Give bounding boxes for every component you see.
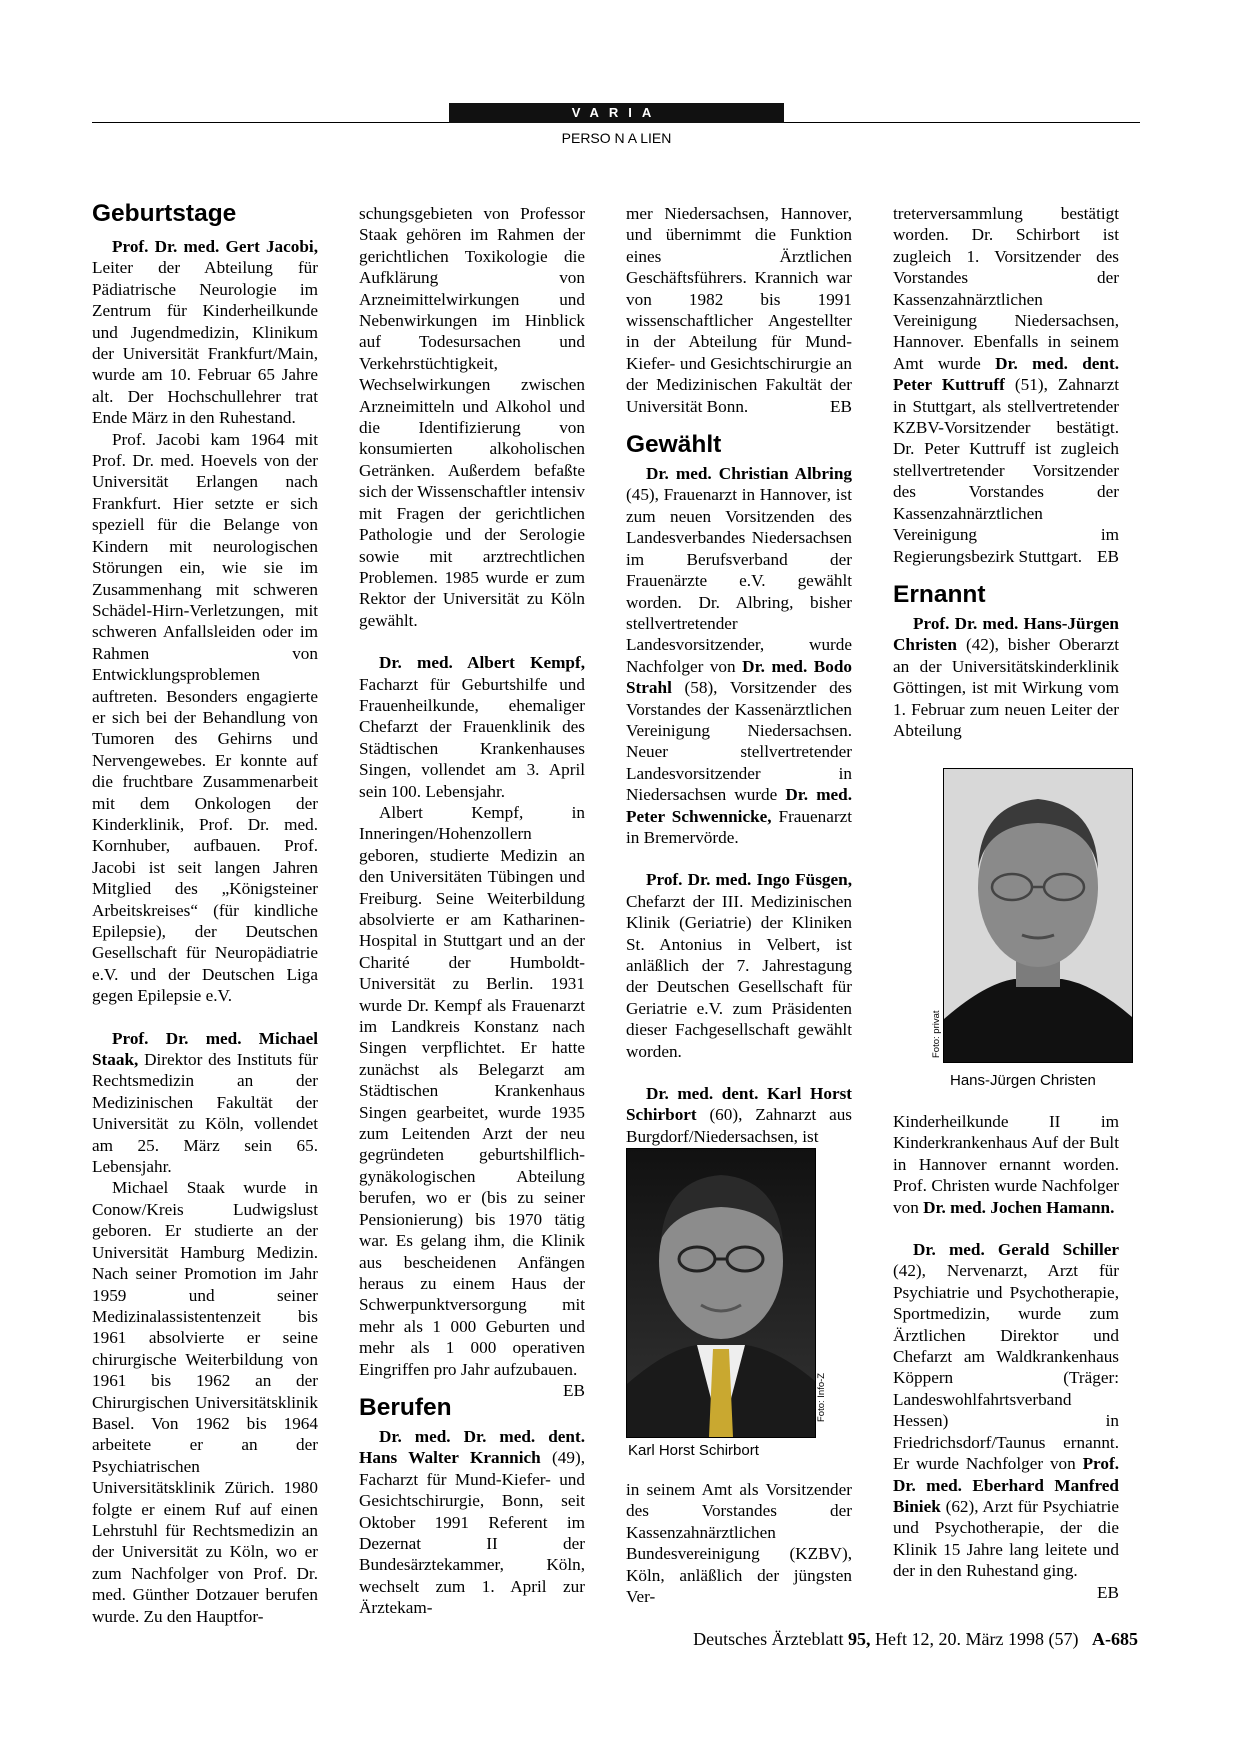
person-name: Dr. med. Peter Schwennicke, [626,785,852,826]
portrait-image [627,1149,815,1437]
page-footer [560,1629,1138,1650]
author-initials: EB [1097,1582,1119,1602]
paragraph: Kinderheilkunde II im Kinderkrankenhaus Auf der Bult in Hannover ernannt worden. Prof. Christen wurde Nachfolger von Dr. med. Jochen Hamann. [893,1112,1119,1217]
author-initials: EB [830,396,852,416]
paragraph: treterversammlung bestätigt worden. Dr. Schirbort ist zugleich 1. Vorsitzender des Vorstandes der Kassenzahnärztlichen Vereinigung Niedersachsen, Hannover. Ebenfalls in seinem Amt wurde Dr. med. dent. Peter Kuttruff (51), Zahnarzt in Stuttgart, als stellvertretender KZBV-Vorsitzender bestätigt. Dr. Peter Kuttruff ist zugleich stellvertretender Vorsitzender des Vorstandes der Kassenzahnärztlichen Vereinigung im Regierungsbezirk Stuttgart. EB [893,204,1119,566]
person-name: Dr. med. Dr. med. dent. Hans Walter Krannich [359,1426,585,1468]
photo-caption: Hans-Jürgen Christen [950,1072,1096,1089]
heading-geburtstage: Geburtstage [92,200,237,227]
subsection-label: PERSO N A LIEN [561,130,672,146]
paragraph: mer Niedersachsen, Hannover, und übernimmt die Funktion eines Ärztlichen Geschäftsführers. Krannich war von 1982 bis 1991 wissenschaftlicher Angestellter in der Abteilung für Mund-Kiefer- und Gesichtschirurgie an der Medizinischen Fakultät der Universität Bonn. EB [626,204,852,416]
column-4-continued [893,1111,1119,1603]
section-banner: VARIA [449,103,784,123]
entry-albring: Dr. med. Christian Albring (45), Frauenarzt in Hannover, ist zum neuen Vorsitzenden des Landesverbandes Niedersachsen im Berufsverband der Frauenärzte e.V. gewählt worden. Dr. Albring, bisher stellvertretender Landesvorsitzender, wurde Nachfolger von Dr. med. Bodo Strahl (58), Vorsitzender des Vorstandes der Kassenärztlichen Vereinigung Niedersachsen. Neuer stellvertretender Landesvorsitzender in Niedersachsen wurde Dr. med. Peter Schwennicke, Frauenarzt in Bremervörde. [626,464,853,847]
entry-krannich: Dr. med. Dr. med. dent. Hans Walter Krannich (49), Facharzt für Mund-Kiefer- und Gesichtschirurgie, Bonn, seit Oktober 1991 Referent im Dezernat II der Bundesärztekammer, Köln, wechselt zum 1. April zur Ärztekam- [359,1426,585,1618]
portrait-image [944,769,1132,1062]
author-initials: EB [563,1380,585,1400]
entry-fuesgen: Prof. Dr. med. Ingo Füsgen, Chefarzt der III. Medizinischen Klinik (Geriatrie) der Kliniken St. Antonius in Velbert, ist anläßlich der 7. Jahrestagung der Deutschen Gesellschaft für Geriatrie e.V. zum Präsidenten dieser Fachgesellschaft gewählt worden. [626,870,852,1061]
person-name: Prof. Dr. med. Gert Jacobi, [112,237,318,256]
person-name: Prof. Dr. med. Michael Staak, [92,1028,318,1070]
paragraph: schungsgebieten von Professor Staak gehören im Rahmen der gerichtlichen Toxikologie die Aufklärung von Arzneimittelwirkungen und Nebenwirkungen im Hinblick auf Todesursachen und Verkehrstüchtigkeit, Wechselwirkungen zwischen Arzneimitteln und Alkohol und die Identifizierung von konsumierten alkoholischen Getränken. Außerdem befaßte sich der Wissenschaftler intensiv mit Fragen der gerichtlichen Pathologie und der Serologie sowie mit arztrechtlichen Problemen. 1985 wurde er zum Rektor der Universität zu Köln gewählt. [359,204,585,630]
paragraph: Prof. Jacobi kam 1964 mit Prof. Dr. med. Hoevels von der Universität Erlangen nach Frankfurt. Hier setzte er sich speziell für die Belange von Kindern mit neurologischen Störungen ein, wie sie im Zusammenhang mit schweren Schädel-Hirn-Verletzungen, mit schweren Anfallsleiden oder im Rahmen von Entwicklungsproblemen auftreten. Besonders engagierte er sich bei der Behandlung von Tumoren des Gehirns und Nervengewebes. Er konnte auf die fruchtbare Zusammenarbeit mit dem Onkologen der Kinderklinik, Prof. Dr. med. Kornhuber, aufbauen. Prof. Jacobi ist seit langen Jahren Mitglied des „Königsteiner Arbeitskreises“ (für kindliche Epilepsie), der Deutschen Gesellschaft für Neuropädiatrie e.V. und der Deutschen Liga gegen Epilepsie e.V. [92,429,318,1006]
person-name: Prof. Dr. med. Ingo Füsgen, [646,870,852,890]
person-name: Dr. med. Albert Kempf, [379,653,585,673]
entry-kempf: Dr. med. Albert Kempf, Facharzt für Geburtshilfe und Frauenheilkunde, ehemaliger Chefarzt der Frauenklinik des Städtischen Krankenhauses Singen, vollendet am 3. April sein 100. Lebensjahr. [359,653,585,801]
photo-credit: Foto: Info-Z [816,1372,827,1422]
author-initials: EB [1097,546,1119,566]
column-1 [92,200,318,1627]
person-name: Dr. med. Christian Albring [646,464,852,484]
person-name: Prof. Dr. med. Eberhard Manfred Biniek [893,1454,1119,1516]
person-name: Dr. med. Bodo Strahl [626,656,852,698]
column-3 [626,203,852,1147]
journal-issue: Heft 12, 20. März 1998 (57) [870,1629,1079,1649]
column-4 [893,203,1119,741]
person-name: Dr. med. dent. Peter Kuttruff [893,353,1119,395]
portrait-photo-schirbort [626,1148,816,1438]
entry-jacobi: Prof. Dr. med. Gert Jacobi, Leiter der Abteilung für Pädiatrische Neurologie im Zentrum für Kinderheilkunde und Jugendmedizin, Klinikum der Universität Frankfurt/Main, wurde am 10. Februar 65 Jahre alt. Der Hochschullehrer trat Ende März in den Ruhestand. [92,237,318,428]
photo-credit: Foto: privat [931,1010,942,1058]
entry-staak: Prof. Dr. med. Michael Staak, Direktor des Instituts für Rechtsmedizin an der Medizinischen Fakultät der Universität zu Köln, vollendet am 25. März sein 65. Lebensjahr. [92,1028,318,1177]
paragraph: Michael Staak wurde in Conow/Kreis Ludwigslust geboren. Er studierte an der Universität Hamburg Medizin. Nach seiner Promotion im Jahr 1959 und seiner Medizinalassistentenzeit bis 1961 absolvierte er seine chirurgische Weiterbildung von 1961 bis 1962 an der Chirurgischen Universitätsklinik Basel. Von 1962 bis 1964 arbeitete er an der Psychiatrischen Universitätsklinik Zürich. 1980 folgte er einem Ruf auf einen Lehrstuhl für Rechtsmedizin an der Universität zu Köln, wo er zum Nachfolger von Prof. Dr. med. Günther Dotzauer berufen wurde. Zu den Hauptfor- [92,1178,318,1626]
person-name: Dr. med. Jochen Hamann. [923,1197,1115,1217]
entry-christen: Prof. Dr. med. Hans-Jürgen Christen (42), bisher Oberarzt an der Universitätskinderklinik Göttingen, ist mit Wirkung vom 1. Februar zum neuen Leiter der Abteilung [893,613,1119,740]
entry-schiller: Dr. med. Gerald Schiller (42), Nervenarzt, Arzt für Psychiatrie und Psychotherapie, Sportmedizin, wurde zum Ärztlichen Direktor und Chefarzt am Waldkrankenhaus Köppern (Träger: Landeswohlfahrtsverband Hessen) in Friedrichsdorf/Taunus ernannt. Er wurde Nachfolger von Prof. Dr. med. Eberhard Manfred Biniek (62), Arzt für Psychiatrie und Psychotherapie, der die Klinik 15 Jahre lang leitete und der in den Ruhestand ging. EB [893,1240,1119,1602]
entry-schirbort: Dr. med. dent. Karl Horst Schirbort (60), Zahnarzt aus Burgdorf/Niedersachsen, ist [626,1084,852,1146]
column-3-continued [626,1479,852,1607]
portrait-photo-christen [943,768,1133,1063]
heading-ernannt: Ernannt [893,580,986,608]
paragraph: in seinem Amt als Vorsitzender des Vorstandes der Kassenzahnärztlichen Bundesvereinigung (KZBV), Köln, anläßlich der jüngsten Ver- [626,1480,852,1607]
person-name: Dr. med. dent. Karl Horst Schirbort [626,1084,852,1125]
paragraph: Albert Kempf, in Inneringen/Hohenzollern geboren, studierte Medizin an den Universitäten Tübingen und Freiburg. Seine Weiterbildung absolvierte er am Katharinen-Hospital in Stuttgart und an der Charité der Humboldt-Universität zu Berlin. 1931 wurde Dr. Kempf als Frauenarzt im Landkreis Konstanz nach Singen verpflichtet. Er hatte zunächst als Belegarzt am Städtischen Krankenhaus Singen gearbeitet, wurde 1935 zum Leitenden Arzt der neu gegründeten geburtshilflich-gynäkologischen Abteilung berufen, wo er (bis zu seiner Pensionierung) bis 1970 tätig war. Es gelang ihm, die Klinik aus bescheidenen Anfängen heraus zu einem Haus der Schwerpunktversorgung mit mehr als 1 000 Geburten und mehr als 1 000 operativen Eingriffen pro Jahr aufzubauen. EB [359,802,585,1400]
person-name: Prof. Dr. med. Hans-Jürgen Christen [893,613,1119,655]
column-2 [359,203,585,1619]
journal-volume: 95, [848,1629,871,1649]
photo-caption: Karl Horst Schirbort [628,1442,759,1459]
heading-gewaehlt: Gewählt [626,431,722,459]
heading-berufen: Berufen [359,1393,452,1421]
page-number: A-685 [1092,1629,1138,1649]
journal-name: Deutsches Ärzteblatt [693,1629,849,1649]
person-name: Dr. med. Gerald Schiller [913,1240,1119,1260]
